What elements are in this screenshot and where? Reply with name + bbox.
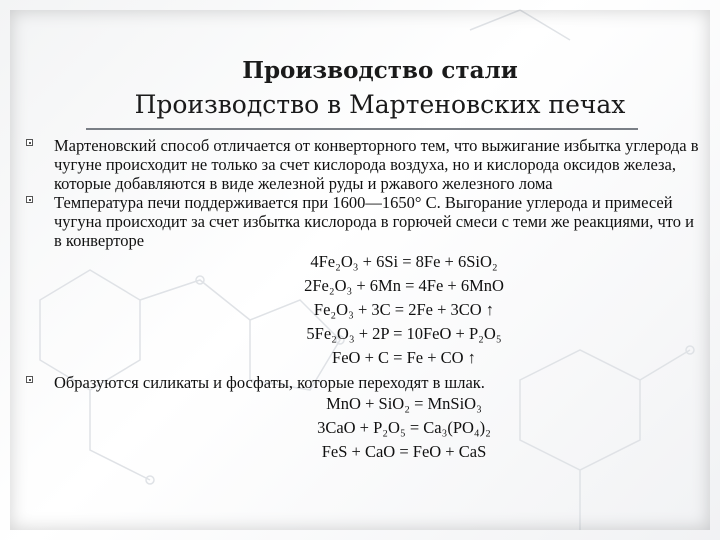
equation-4: 5Fe₂O₃ + 2P = 10FeO + P₂O₅ (306, 324, 502, 343)
bullet-text-3: Образуются силикаты и фосфаты, которые переходят в шлак. (54, 373, 485, 392)
equation-8: FeS + CaO = FeO + CaS (321, 442, 487, 461)
square-bullet-icon (26, 139, 33, 146)
equation-3: Fe₂O₃ + 3C = 2Fe + 3CO ↑ (313, 300, 495, 319)
slide-subtitle: Производство в Мартеновских печах (134, 90, 626, 119)
bullet-item-3 (22, 373, 702, 392)
square-bullet-icon (26, 196, 33, 203)
equation-5: FeO + C = Fe + CO ↑ (332, 348, 476, 367)
slide-content (22, 136, 702, 464)
title-block (0, 56, 720, 124)
slide-title: Производство стали (242, 57, 518, 84)
equation-1: 4Fe₂O₃ + 6Si = 8Fe + 6SiO₂ (310, 252, 498, 271)
square-bullet-icon (26, 376, 33, 383)
title-divider (86, 128, 638, 130)
bullet-text-1: Мартеновский способ отличается от конверторного тем, что выжигание избытка углерода в чугуне происходит не только за счет кислорода воздуха, но и кислорода оксидов железа, которые добавляются в виде железной руды и ржавого железного лома (54, 136, 699, 193)
equation-6: MnO + SiO₂ = MnSiO₃ (326, 394, 482, 413)
bullet-item-2 (22, 193, 702, 250)
equation-7: 3CaO + P₂O₅ = Ca₃(PO₄)₂ (317, 418, 491, 437)
equation-2: 2Fe₂O₃ + 6Mn = 4Fe + 6MnO (304, 276, 504, 295)
bullet-text-2: Температура печи поддерживается при 1600—1650° С. Выгорание углерода и примесей чугуна происходит за счет избытка кислорода в горючей смеси с теми же реакциями, что и в конверторе (54, 193, 694, 250)
bullet-item-1 (22, 136, 702, 193)
